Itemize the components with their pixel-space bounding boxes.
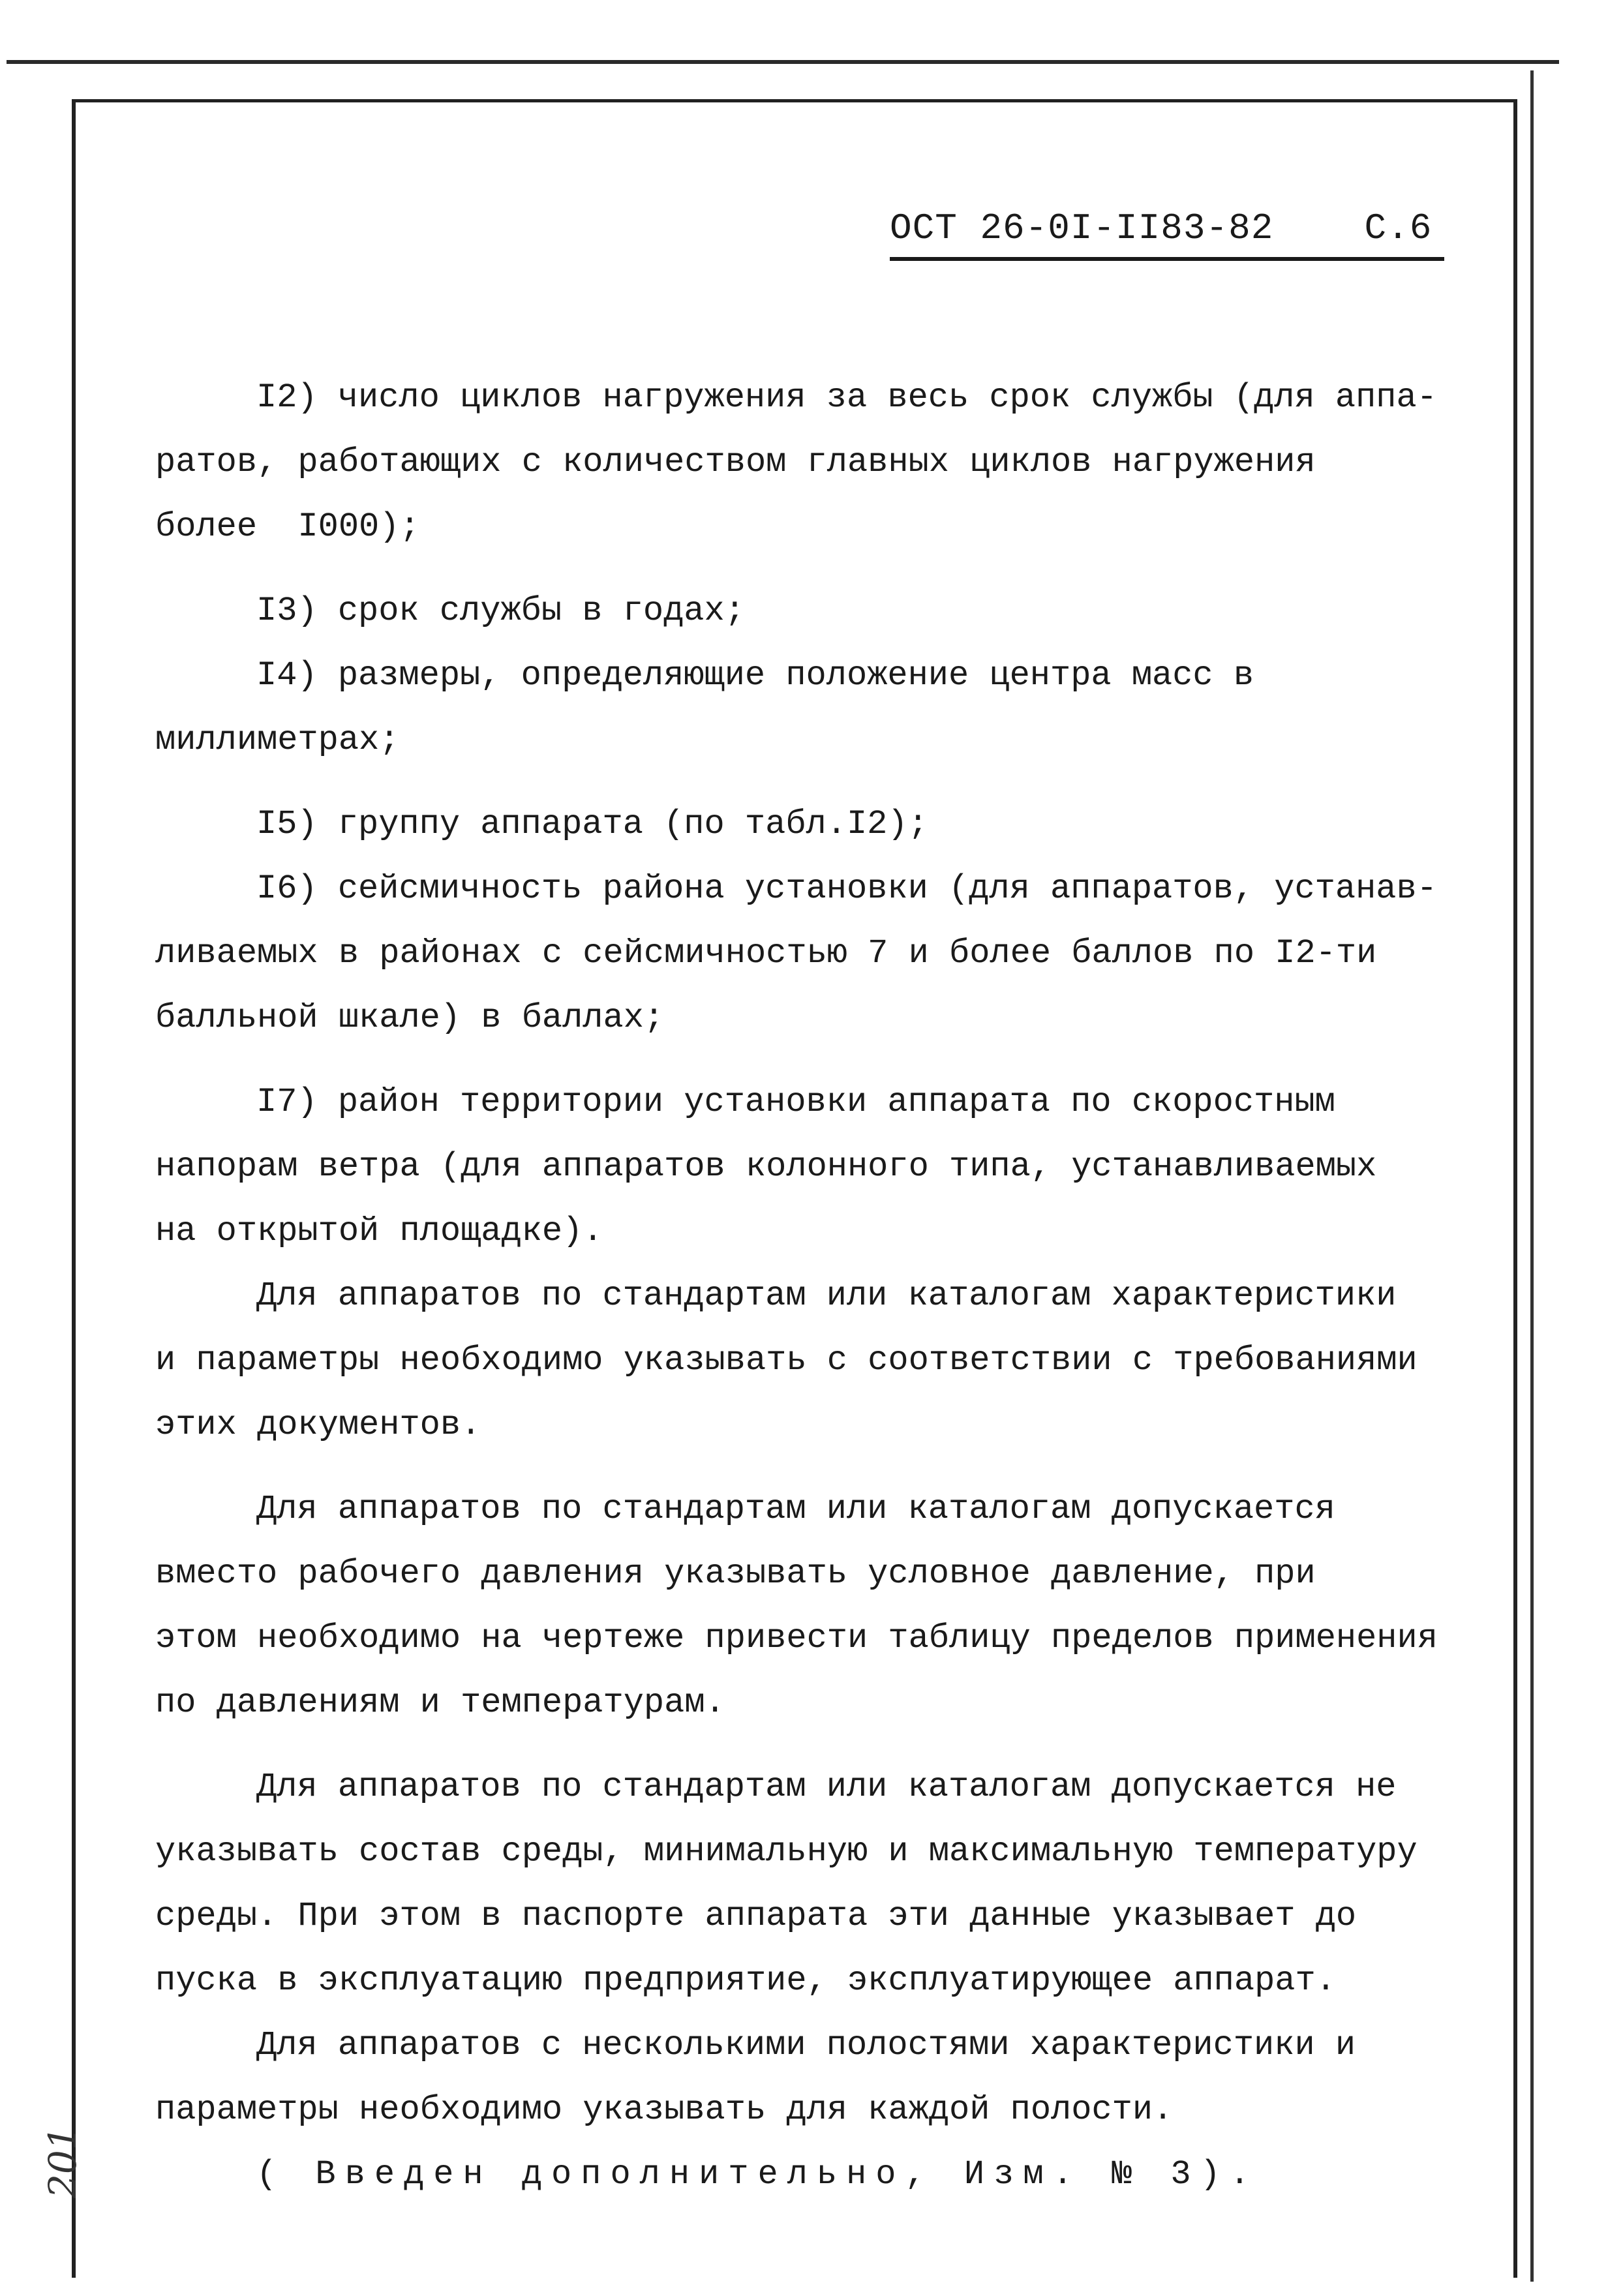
paragraph-standards-line-3: этих документов.	[155, 1406, 481, 1444]
header-underline	[890, 257, 1444, 261]
frame-right-line	[1530, 70, 1534, 2282]
list-item-17-line-1: I7) район территории установки аппарата по скоростным	[256, 1083, 1335, 1121]
paragraph-standards-line-2: и параметры необходимо указывать с соответствии с требованиями	[155, 1341, 1418, 1380]
paragraph-pressure-line-2: вместо рабочего давления указывать условное давление, при	[155, 1554, 1316, 1593]
list-item-17-line-3: на открытой площадке).	[155, 1212, 603, 1250]
paragraph-pressure-line-3: этом необходимо на чертеже привести таблицу пределов применения	[155, 1619, 1438, 1657]
paragraph-pressure-line-1: Для аппаратов по стандартам или каталогам допускается	[256, 1490, 1335, 1528]
handwritten-margin-note: 201	[40, 2126, 85, 2198]
list-item-12-line-2: ратов, работающих с количеством главных циклов нагружения	[155, 443, 1316, 481]
paragraph-pressure-line-4: по давлениям и температурам.	[155, 1684, 725, 1722]
list-item-16-line-1: I6) сейсмичность района установки (для аппаратов, устанав-	[256, 869, 1437, 908]
paragraph-standards-line-1: Для аппаратов по стандартам или каталогам характеристики	[256, 1276, 1397, 1315]
list-item-12-line-3: более I000);	[155, 507, 420, 546]
paragraph-medium-line-3: среды. При этом в паспорте аппарата эти данные указывает до	[155, 1897, 1357, 1935]
list-item-15: I5) группу аппарата (по табл.I2);	[256, 805, 928, 843]
list-item-14-line-1: I4) размеры, определяющие положение центра масс в	[256, 656, 1254, 695]
list-item-13: I3) срок службы в годах;	[256, 592, 745, 630]
paragraph-medium-line-2: указывать состав среды, минимальную и максимальную температуру	[155, 1832, 1418, 1871]
list-item-16-line-2: ливаемых в районах с сейсмичностью 7 и более баллов по I2-ти	[155, 934, 1377, 973]
paragraph-cavities-line-2: параметры необходимо указывать для каждой полости.	[155, 2091, 1174, 2129]
paragraph-medium-line-4: пуска в эксплуатацию предприятие, эксплуатирующее аппарат.	[155, 1961, 1336, 2000]
document-code: ОСТ 26-0I-II83-82	[890, 207, 1274, 249]
page-number: С.6	[1364, 207, 1433, 249]
document-header	[890, 207, 1451, 249]
list-item-12-line-1: I2) число циклов нагружения за весь срок службы (для аппа-	[256, 378, 1437, 417]
top-rule	[7, 60, 1559, 64]
list-item-16-line-3: балльной шкале) в баллах;	[155, 999, 665, 1037]
paragraph-cavities-line-1: Для аппаратов с несколькими полостями характеристики и	[256, 2026, 1356, 2064]
list-item-17-line-2: напорам ветра (для аппаратов колонного типа, устанавливаемых	[155, 1147, 1377, 1186]
amendment-note: ( Введен дополнительно, Изм. № 3).	[256, 2155, 1259, 2194]
paragraph-medium-line-1: Для аппаратов по стандартам или каталогам допускается не	[256, 1768, 1397, 1806]
list-item-14-line-2: миллиметрах;	[155, 721, 400, 759]
document-body	[155, 365, 1460, 2207]
